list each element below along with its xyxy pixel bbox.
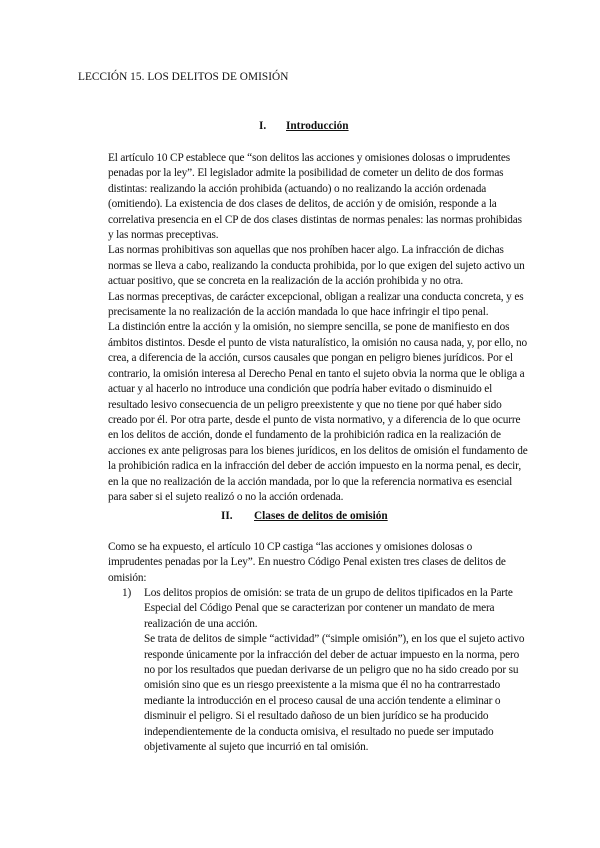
paragraph: El artículo 10 CP establece que “son delitos las acciones y omisiones dolosas o imprudentes penadas por la ley”. El legislador admite la posibilidad de cometer un delito de dos formas distintas: realizando la acción prohibida (actuando) o no realizando la acción ordenada (omitiendo). La existencia de dos clases de delitos, de acción y de omisión, responde a la correlativa presencia en el CP de dos clases distintas de normas penales: las normas prohibidas y las normas preceptivas. <box>108 152 522 242</box>
paragraph: Se trata de delitos de simple “actividad” (“simple omisión”), en los que el sujeto activo responde únicamente por la infracción del deber de actuar impuesto en la norma, pero no por los resultados que puedan derivarse de un peligro que no ha sido creado por su omisión sino que es un riesgo preexistente a la misma que él no ha contrarrestado mediante la introducción en el proceso causal de una acción tendente a eliminar o disminuir el peligro. Si el resultado dañoso de un bien jurídico se ha producido independientemente de la conducta omisiva, el resultado no puede ser imputado objetivamente al sujeto que incurrió en tal omisión. <box>144 633 525 754</box>
classes-list <box>122 586 528 755</box>
section-title: Clases de delitos de omisión <box>254 510 388 522</box>
lesson-title: LECCIÓN 15. LOS DELITOS DE OMISIÓN <box>78 71 289 83</box>
paragraph: Los delitos propios de omisión: se trata de un grupo de delitos tipificados en la Parte Especial del Código Penal que se caracterizan por contener un mandato de mera realización de una acción. <box>144 587 513 630</box>
section-number: I. <box>259 120 267 132</box>
paragraph: La distinción entre la acción y la omisión, no siempre sencilla, se pone de manifiesto en dos ámbitos distintos. Desde el punto de vista naturalístico, la omisión no causa nada, y, por ello, no crea, a diferencia de la acción, cursos causales que pongan en peligro bienes jurídicos. Por el contrario, la omisión interesa al Derecho Penal en tanto el sujeto obvia la norma que le obliga a actuar y al hacerlo no introduce una condición que podría haber evitado o disminuido el resultado lesivo consecuencia de un peligro preexistente y que no tiene por qué haber sido creado por él. Por otra parte, desde el punto de vista normativo, y a diferencia de lo que ocurre en los delitos de acción, donde el fundamento de la prohibición radica en la realización de acciones ex ante peligrosas para los bienes jurídicos, en los delitos de omisión el fundamento de la prohibición radica en la infracción del deber de acción impuesto en la norma penal, es decir, en la que no realización de la acción mandada, por lo que la referencia normativa es esencial para saber si el sujeto realizó o no la acción ordenada. <box>108 321 528 503</box>
list-item-body <box>144 586 528 755</box>
paragraph: Como se ha expuesto, el artículo 10 CP castiga “las acciones y omisiones dolosas o imprudentes penadas por la Ley”. En nuestro Código Penal existen tres clases de delitos de omisión: <box>108 541 506 584</box>
section-title: Introducción <box>286 120 349 132</box>
section-heading-introduction <box>259 120 349 132</box>
introduction-body <box>108 151 528 505</box>
section-heading-classes <box>221 510 388 522</box>
classes-intro <box>108 540 528 586</box>
section-number: II. <box>221 510 233 522</box>
list-item <box>122 586 528 755</box>
paragraph: Las normas preceptivas, de carácter excepcional, obligan a realizar una conducta concreta, y es precisamente la no realización de la acción mandada lo que hace infringir el tipo penal. <box>108 290 524 319</box>
list-number: 1) <box>122 587 132 599</box>
paragraph: Las normas prohibitivas son aquellas que nos prohíben hacer algo. La infracción de dichas normas se lleva a cabo, realizando la conducta prohibida, por lo que exigen del sujeto activo un actuar positivo, que se concreta en la realización de la acción prohibida y no otra. <box>108 244 525 288</box>
